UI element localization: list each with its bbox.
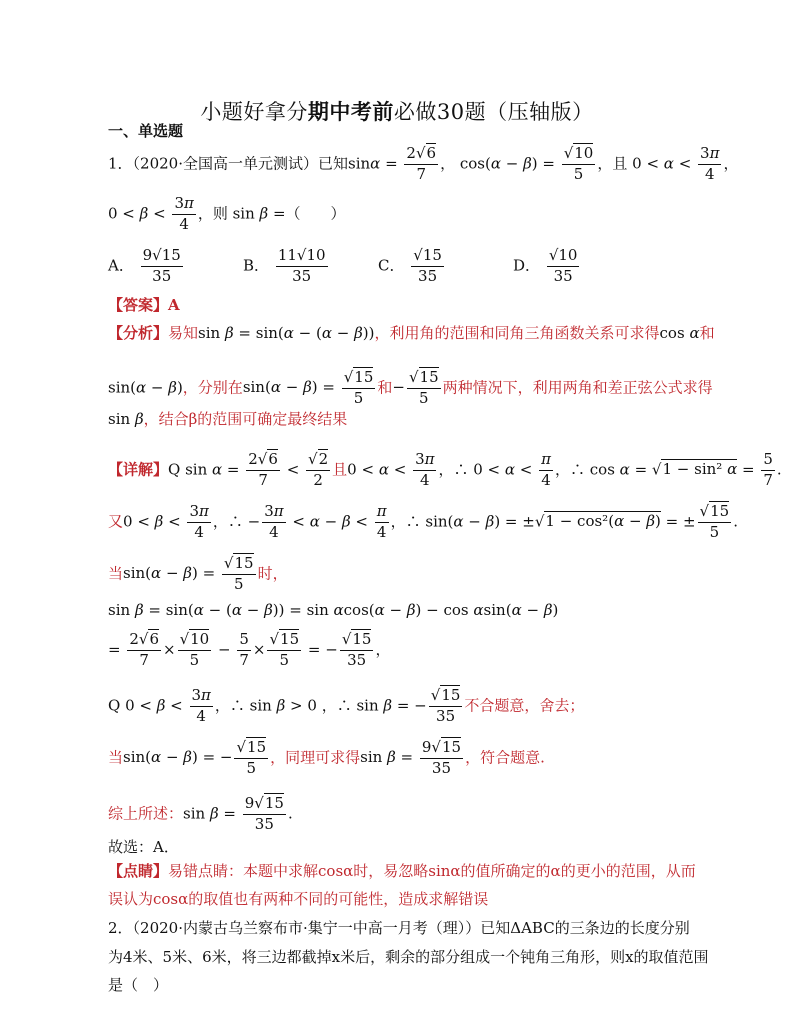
numerator: 9√15 [141, 248, 183, 267]
note-line2: 误认为cosα的取值也有两种不同的可能性，造成求解错误 [108, 890, 489, 908]
analysis-text: ，利用角的范围和同角三角函数关系可求得 [374, 324, 660, 342]
case-text: 时， [257, 564, 288, 583]
numerator: √15 [411, 248, 444, 267]
title-part-2: 必做30题（压轴版） [393, 100, 594, 124]
fraction: $\frac{√10}{5}$ [563, 144, 594, 183]
title-bold-part: 期中考前 [307, 99, 394, 124]
note-text: 易错点睛：本题中求解cosα时，易忽略sinα的值所确定的α的更小的范围，从而 [168, 862, 696, 880]
detail-line1: 【详解】Q sin α = $\frac{2√6}{7}$ < $\frac{√2}{2}$ 且0 < α < $\frac{3\pi}{4}$ ，∴ 0 < α < $\frac{\pi}{4}$ ，∴ cos α = √1 − sin² α = $\frac{5}{7}$ . [108, 450, 782, 489]
fraction: $\frac{3\pi}{4}$ [174, 194, 194, 233]
q1-option-d[interactable] [513, 248, 581, 285]
option-key: A． [108, 256, 134, 275]
numerator: 11√10 [276, 248, 328, 267]
case-text: ，符合题意. [465, 748, 545, 767]
analysis-label: 【分析】 [108, 324, 169, 342]
analysis-text: 和 [377, 378, 393, 397]
answer-line [108, 298, 180, 313]
analysis-text: ，分别在 [182, 378, 243, 397]
q1-option-c[interactable] [378, 248, 446, 285]
denominator: 35 [418, 266, 438, 285]
option-value [547, 248, 580, 285]
numerator: √10 [547, 248, 580, 267]
case1-line: 当sin(α − β) = $\frac{√15}{5}$ 时， [108, 554, 288, 593]
detail-label: 【详解】 [108, 460, 169, 479]
analysis-line2: sin(α − β)，分别在sin(α − β) = $\frac{√15}{5}$ 和− $\frac{√15}{5}$ 两种情况下，利用两角和差正弦公式求得 [108, 368, 713, 407]
q1-stem-line1: 1．（2020·全国高一单元测试）已知sinα = $\frac{2√6}{7}$ ， cos(α − β) = $\frac{√10}{5}$ ，且 0 < α < $\frac{3\pi}{4}$ ， [108, 144, 739, 183]
analysis-text: ，结合β的范围可确定最终结果 [143, 410, 348, 428]
case2-line: 当sin(α − β) = − $\frac{√15}{5}$ ，同理可求得sin β = $\frac{9√15}{35}$ ，符合题意. [108, 738, 545, 777]
q1-stem-line2: 0 < β < $\frac{3\pi}{4}$ ，则 sin β =（ ） [108, 194, 346, 233]
q1-number: 1． [108, 154, 133, 173]
option-value [276, 248, 328, 285]
q2-line1: 2．（2020·内蒙古乌兰察布市·集宁一中高一月考（理））已知ΔABC的三条边的长度分别 [108, 919, 690, 937]
q1-source: （2020·全国高一单元测试）已知 [132, 154, 348, 173]
q1-option-b[interactable] [243, 248, 330, 285]
reject-text: 不合题意，舍去； [464, 696, 585, 715]
case-text: 当 [108, 564, 124, 583]
case-text: ，同理可求得 [270, 748, 361, 767]
formula-line3: Q 0 < β < $\frac{3\pi}{4}$ ，∴ sin β > 0 ，∴ sin β = − $\frac{√15}{35}$ 不合题意，舍去； [108, 686, 585, 725]
detail-text: 又 [108, 512, 124, 531]
detail-line2: 又0 < β < $\frac{3\pi}{4}$ ，∴ − $\frac{3\pi}{4}$ < α − β < $\frac{\pi}{4}$ ，∴ sin(α − β) = ±√1 − cos²(α − β) = ± $\frac{√15}{5}$ . [108, 502, 738, 541]
summary-text: 综上所述： [108, 804, 184, 823]
analysis-text: 两种情况下，利用两角和差正弦公式求得 [442, 378, 713, 397]
analysis-text: 和 [699, 324, 715, 342]
note-line1 [108, 864, 696, 879]
option-key: C． [378, 256, 405, 275]
summary-line: 综上所述：sin β = $\frac{9√15}{35}$ . [108, 794, 293, 833]
formula-line1: sin β = sin(α − (α − β)) = sin αcos(α − β) − cos αsin(α − β) [108, 601, 559, 619]
fraction: $\frac{3\pi}{4}$ [700, 144, 720, 183]
option-key: B． [243, 256, 270, 275]
title-part-1: 小题好拿分 [200, 100, 308, 124]
q1-option-a[interactable] [108, 248, 185, 285]
section-heading: 一、单选题 [108, 122, 184, 140]
option-value [141, 248, 183, 285]
q2-line3: 是（ ） [108, 976, 169, 994]
detail-text: 且 [332, 460, 348, 479]
denominator: 35 [152, 266, 172, 285]
option-value [411, 248, 444, 285]
note-label: 【点睛】 [108, 862, 169, 880]
denominator: 35 [292, 266, 312, 285]
analysis-line3: sin β，结合β的范围可确定最终结果 [108, 410, 348, 428]
choose-line: 故选：A． [108, 838, 179, 856]
formula-line2: = $\frac{2√6}{7}$ × $\frac{√10}{5}$ − $\frac{5}{7}$ × $\frac{√15}{5}$ = − $\frac{√15}{35}$ ， [108, 630, 391, 669]
answer-label: 【答案】 [108, 296, 169, 314]
denominator: 35 [553, 266, 573, 285]
answer-value: A [168, 296, 180, 314]
q2-line2: 为4米、5米、6米，将三边都截掉x米后，剩余的部分组成一个钝角三角形，则x的取值范围 [108, 948, 709, 966]
analysis-line1: 【分析】易知sin β = sin(α − (α − β))，利用角的范围和同角三角函数关系可求得cos α和 [108, 324, 715, 342]
fraction: $\frac{2√6}{7}$ [406, 144, 437, 183]
analysis-text: 易知 [168, 324, 199, 342]
option-key: D． [513, 256, 541, 275]
case-text: 当 [108, 748, 124, 767]
